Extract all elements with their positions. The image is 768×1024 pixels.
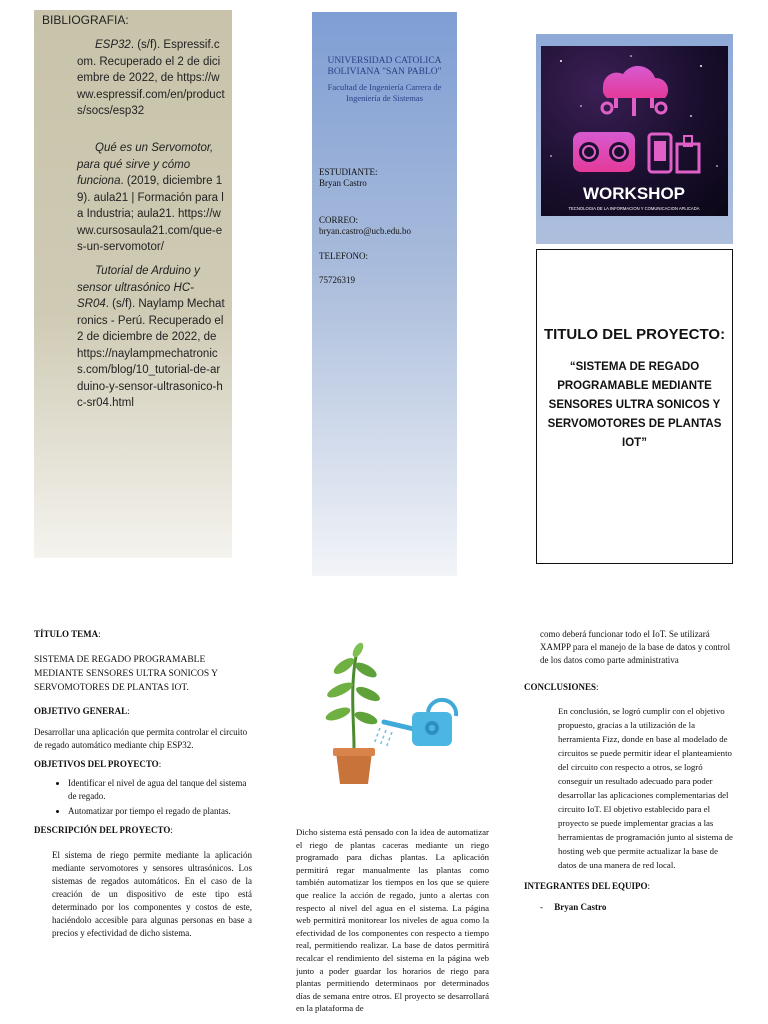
- email-label: CORREO:: [319, 215, 359, 225]
- bibliography-heading: BIBLIOGRAFIA:: [42, 13, 129, 27]
- objetivo-item: • Automatizar por tiempo el regado de plantas.: [68, 805, 252, 818]
- descripcion-text: El sistema de riego permite mediante la aplicación mediante servomotores y sensores ultrasónicos. Los sistemas de regados automáticos. En el caso de la creación de un dispositivo de este tipo está determinado por los componentes y costos de este, haciéndolo accesible para algunas personas en base a precios y efectividad de dicho sistema.: [52, 850, 252, 938]
- project-title: “SISTEMA DE REGADO PROGRAMABLE MEDIANTE SENSORES ULTRA SONICOS Y SERVOMOTORES DE PLANTAS IOT”: [547, 361, 722, 449]
- bibliography-panel: [34, 10, 232, 558]
- plant-watering-can-icon: [300, 640, 476, 800]
- logo-tagline: TECNOLOGIA DE LA INFORMACION Y COMUNICACION APLICADA: [568, 206, 700, 211]
- conclusiones-label: CONCLUSIONES: [524, 682, 597, 692]
- bibliography-entry-title: Tutorial de Arduino y sensor ultrasónico HC-SR04: [77, 265, 200, 310]
- cloud-circuit-icon: [541, 46, 728, 216]
- student-name: Bryan Castro: [319, 178, 367, 188]
- objetivo-general-text: Desarrollar una aplicación que permita controlar el circuito de regado automático mediante chip ESP32.: [34, 727, 248, 750]
- conclusiones-text: En conclusión, se logró cumplir con el objetivo propuesto, gracias a la utilización de la herramienta Fizz, donde en base al modelado de circuitos se puede permitir idear el planteamiento del circuito con respecto a otros, se logró conseguir un resultado adecuado para poder desarrollar las aplicaciones complementarias del circuito IoT. El objetivo establecido para el proyecto se puede implementar gracias a las herramientas de programación junto al sistema de hosting web que permite actualizar la base de datos de una manera de red local.: [558, 706, 733, 870]
- faculty-name: Facultad de Ingeniería Carrera de Ingeniería de Sistemas: [327, 82, 442, 103]
- plant-watering-illustration: [300, 640, 476, 800]
- bibliography-entry-text: . (2019, diciembre 19). aula21 | Formación para la Industria; aula21. https://www.cursosaula21.com/que-es-un-servomotor/: [77, 175, 224, 253]
- right-top-text: como deberá funcionar todo el IoT. Se utilizará XAMPP para el manejo de la base de datos y control de los datos como parte administrativa: [540, 629, 731, 665]
- integrantes-list: [524, 901, 734, 914]
- university-name: UNIVERSIDAD CATOLICA BOLIVIANA "SAN PABLO": [327, 56, 442, 77]
- bibliography-entry-text: . (s/f). Espressif.com. Recuperado el 2 de diciembre de 2022, de https://www.espressif.com/en/products/socs/esp32: [77, 39, 225, 117]
- objetivos-label: OBJETIVOS DEL PROYECTO: [34, 759, 159, 769]
- objetivo-item: • Identificar el nivel de agua del tanque del sistema de regado.: [68, 777, 252, 803]
- workshop-logo: [536, 34, 733, 244]
- integrante-item: - Bryan Castro: [540, 902, 607, 912]
- inside-right-column: como deberá funcionar todo el IoT. Se utilizará XAMPP para el manejo de la base de datos y control de los datos como parte administrativa CONCLUSIONES: En conclusión, se logró cumplir con el objetivo propuesto, gracias a la utilización de la herramienta Fizz, donde en base al modelado de circuitos se puede permitir idear el planteamiento del circuito con respecto a otros, se logró conseguir un resultado adecuado para poder desarrollar las aplicaciones complementarias del circuito IoT. El objetivo establecido para el proyecto se puede implementar gracias a las herramientas de programación junto al sistema de hosting web que permite actualizar la base de datos de una manera de red local. INTEGRANTES DEL EQUIPO: - Bryan Castro: [524, 629, 733, 912]
- bibliography-entry-title: ESP32: [95, 39, 131, 51]
- inside-left-column: TÍTULO TEMA: SISTEMA DE REGADO PROGRAMABLE MEDIANTE SENSORES ULTRA SONICOS Y SERVOMOTORES DE PLANTAS IOT. OBJETIVO GENERAL: Desarrollar una aplicación que permita controlar el circuito de regado automático mediante chip ESP32. OBJETIVOS DEL PROYECTO: • Identificar el nivel de agua del tanque del sistema de regado. • Automatizar por tiempo el regado de plantas. DESCRIPCIÓN DEL PROYECTO: El sistema de riego permite mediante la aplicación mediante servomotores y sensores ultrasónicos. Los sistemas de regados automáticos. En el caso de la creación de un dispositivo de este tipo está determinado por los componentes y costos de este, haciéndolo accesible para algunas personas en base a precios y efectividad de dicho sistema.: [34, 628, 252, 940]
- bibliography-entry-text: . (s/f). Naylamp Mechatronics - Perú. Recuperado el 2 de diciembre de 2022, de https://naylampmechatronics.com/blog/10_tutorial-de-arduino-y-sensor-ultrasonico-hc-sr04.html: [77, 298, 225, 409]
- email-value: bryan.castro@ucb.edu.bo: [319, 226, 412, 236]
- logo-word: WORKSHOP: [583, 184, 685, 203]
- tema-label: TÍTULO TEMA: [34, 629, 99, 639]
- project-title-label: TITULO DEL PROYECTO:: [543, 326, 726, 343]
- bibliography-entry: [77, 263, 225, 412]
- descripcion-label: DESCRIPCIÓN DEL PROYECTO: [34, 825, 171, 835]
- objetivos-list: [34, 777, 252, 818]
- bibliography-entry: [77, 140, 225, 256]
- bibliography-entry: [77, 37, 225, 120]
- cover-info-panel: [312, 12, 457, 576]
- integrantes-label: INTEGRANTES DEL EQUIPO: [524, 881, 648, 891]
- logo-artwork: [541, 46, 728, 216]
- integrante-name: Bryan Castro: [554, 902, 607, 912]
- phone-label: TELEFONO:: [319, 251, 368, 261]
- tema-text: SISTEMA DE REGADO PROGRAMABLE MEDIANTE SENSORES ULTRA SONICOS Y SERVOMOTORES DE PLANTAS IOT.: [34, 655, 218, 693]
- student-label: ESTUDIANTE:: [319, 167, 378, 177]
- bibliography-entry-title: Qué es un Servomotor, para qué sirve y cómo funciona: [77, 142, 214, 187]
- objetivo-general-label: OBJETIVO GENERAL: [34, 706, 128, 716]
- project-title-box: [536, 249, 733, 564]
- phone-value: 75726319: [319, 275, 355, 285]
- middle-column-text: Dicho sistema está pensado con la idea de automatizar el riego de plantas caceras mediante un riego programado para dichas plantas. La aplicación permitirá regar manualmente las plantas como también automatizar los tiempos en los que se quiere que realice la acción de regado, junto a alertas con respecto al nivel del agua en el sistema. La página web permitirá monitorear los niveles de agua como la efectividad de los componentes con respecto a tiempo real, permitiendo realizar. La base de datos permitirá recalcar el rendimiento del sistema en la página web junto a poder guardar los horarios de riego para plantas permitiendo determinaos por determinados días de semana entre otros. El proyecto se desarrollará en la plataforma de: [296, 827, 489, 1014]
